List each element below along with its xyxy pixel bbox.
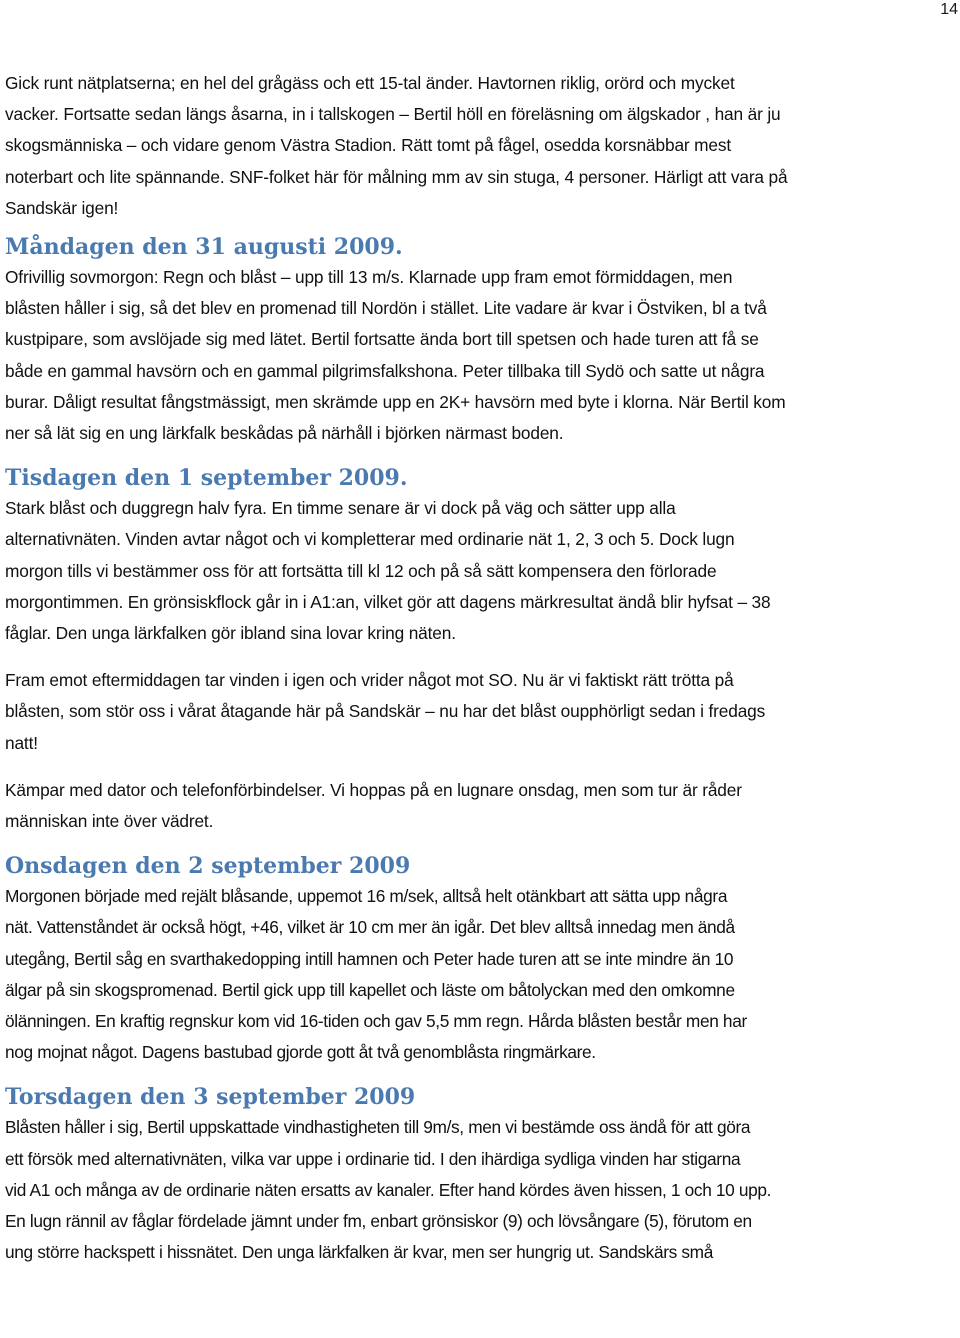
section-paragraph-tuesday-2 <box>5 665 955 759</box>
intro-paragraph <box>5 68 955 224</box>
section-paragraph-tuesday-3 <box>5 775 955 837</box>
text-line: noterbart och lite spännande. SNF-folket här för målning mm av sin stuga, 4 personer. Härligt att vara på <box>5 166 788 187</box>
document-body <box>5 68 955 1269</box>
text-line: kustpipare, som avslöjade sig med lätet. Bertil fortsatte ända bort till spetsen och hade turen att få se <box>5 329 759 350</box>
text-line: ett försök med alternativnäten, vilka var uppe i ordinarie tid. I den ihärdiga sydliga vinden har stigarna <box>5 1148 741 1169</box>
text-line: blåsten håller i sig, så det blev en promenad till Nordön i stället. Lite vadare är kvar i Östviken, bl a två <box>5 298 767 319</box>
text-line: Fram emot eftermiddagen tar vinden i igen och vrider något mot SO. Nu är vi faktiskt rätt trötta på <box>5 670 734 691</box>
section-heading-tuesday: Tisdagen den 1 september 2009. <box>5 465 408 492</box>
text-line: burar. Dåligt resultat fångstmässigt, men skrämde upp en 2K+ havsörn med byte i klorna. När Bertil kom <box>5 391 786 412</box>
text-line: Sandskär igen! <box>5 197 119 218</box>
section-heading-thursday: Torsdagen den 3 september 2009 <box>5 1084 416 1111</box>
section-heading-wednesday: Onsdagen den 2 september 2009 <box>5 853 411 880</box>
text-line: ölänningen. En kraftig regnskur kom vid 16-tiden och gav 5,5 mm regn. Hårda blåsten består men har <box>5 1011 747 1032</box>
text-line: Blåsten håller i sig, Bertil uppskattade vindhastigheten till 9m/s, men vi bestämde oss ändå för att göra <box>5 1117 751 1138</box>
section-heading-monday: Måndagen den 31 augusti 2009. <box>5 234 403 261</box>
text-line: Stark blåst och duggregn halv fyra. En timme senare är vi dock på väg och sätter upp alla <box>5 498 676 519</box>
text-line: vacker. Fortsatte sedan längs åsarna, in i tallskogen – Bertil höll en föreläsning om älgskador , han är ju <box>5 104 781 125</box>
text-line: En lugn rännil av fåglar fördelade jämnt under fm, enbart grönsiskor (9) och lövsångare (5), förutom en <box>5 1211 752 1232</box>
text-line: morgontimmen. En grönsiskflock går in i A1:an, vilket gör att dagens märkresultat ändå blir hyfsat – 38 <box>5 591 771 612</box>
text-line: morgon tills vi bestämmer oss för att fortsätta till kl 12 och på så sätt kompensera den förlorade <box>5 560 717 581</box>
text-line: människan inte över vädret. <box>5 811 214 832</box>
text-line: både en gammal havsörn och en gammal pilgrimsfalkshona. Peter tillbaka till Sydö och satte ut några <box>5 360 765 381</box>
text-line: nog mojnat något. Dagens bastubad gjorde gott åt två genomblåsta ringmärkare. <box>5 1042 596 1063</box>
page-number: 14 <box>940 1 958 18</box>
text-line: fåglar. Den unga lärkfalken gör ibland sina lovar kring näten. <box>5 623 456 644</box>
text-line: Gick runt nätplatserna; en hel del grågäss och ett 15-tal änder. Havtornen riklig, orörd och mycket <box>5 73 735 93</box>
text-line: älgar på sin skogspromenad. Bertil gick upp till kapellet och läste om båtolyckan med den omkomne <box>5 979 735 1000</box>
text-line: blåsten, som stör oss i vårat åtagande här på Sandskär – nu har det blåst oupphörligt sedan i fredags <box>5 701 766 722</box>
section-paragraph-monday <box>5 262 955 449</box>
text-line: nät. Vattenståndet är också högt, +46, vilket är 10 cm mer än igår. Det blev alltså innedag men ändå <box>5 917 735 938</box>
text-line: vid A1 och många av de ordinarie näten ersatts av kanaler. Efter hand kördes även hissen, 1 och 10 upp. <box>5 1179 772 1200</box>
section-paragraph-thursday <box>5 1112 955 1268</box>
text-line: Morgonen började med rejält blåsande, uppemot 16 m/sek, alltså helt otänkbart att sätta upp några <box>5 886 728 907</box>
text-line: Kämpar med dator och telefonförbindelser. Vi hoppas på en lugnare onsdag, men som tur är råder <box>5 779 742 800</box>
section-paragraph-wednesday <box>5 881 955 1068</box>
text-line: ung större hackspett i hissnätet. Den unga lärkfalken är kvar, men ser hungrig ut. Sandskärs små <box>5 1242 713 1263</box>
text-line: ner så lät sig en ung lärkfalk beskådas på närhåll i björken närmast boden. <box>5 423 564 444</box>
text-line: Ofrivillig sovmorgon: Regn och blåst – upp till 13 m/s. Klarnade upp fram emot förmiddagen, men <box>5 267 733 288</box>
text-line: alternativnäten. Vinden avtar något och vi kompletterar med ordinarie nät 1, 2, 3 och 5. Dock lugn <box>5 529 735 550</box>
text-line: utegång, Bertil såg en svarthakedopping intill hamnen och Peter hade turen att se inte mindre än 10 <box>5 948 734 969</box>
text-line: skogsmänniska – och vidare genom Västra Stadion. Rätt tomt på fågel, osedda korsnäbbar mest <box>5 135 732 156</box>
section-paragraph-tuesday-1 <box>5 493 955 649</box>
text-line: natt! <box>5 732 38 753</box>
